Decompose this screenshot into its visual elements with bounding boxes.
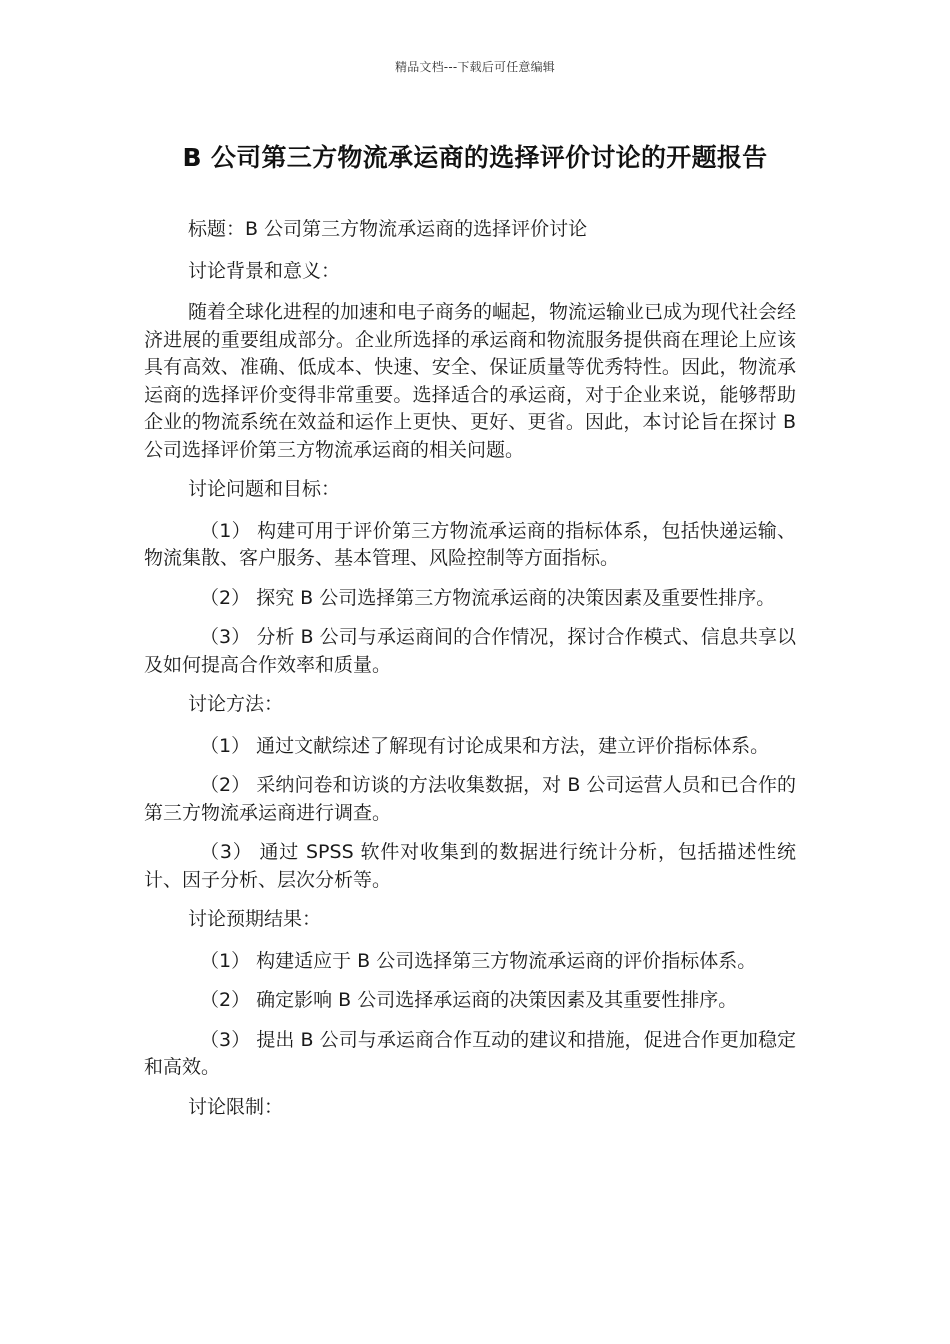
document-title: B 公司第三方物流承运商的选择评价讨论的开题报告	[182, 143, 768, 172]
section-heading: 讨论预期结果：	[188, 908, 322, 930]
body-paragraph: 随着全球化进程的加速和电子商务的崛起，物流运输业已成为现代社会经济进展的重要组成部分。企业所选择的承运商和物流服务提供商在理论上应该具有高效、准确、低成本、快速、安全、保证质量等优秀特性。因此，物流承运商的选择评价变得非常重要。选择适合的承运商，对于企业来说，能够帮助企业的物流系统在效益和运作上更快、更好、更省。因此，本讨论旨在探讨 B 公司选择评价第三方物流承运商的相关问题。	[144, 301, 797, 461]
list-item: （3） 提出 B 公司与承运商合作互动的建议和措施，促进合作更加稳定和高效。	[144, 1028, 796, 1078]
section-heading: 标题：B 公司第三方物流承运商的选择评价讨论	[188, 218, 588, 240]
list-item: （2） 探究 B 公司选择第三方物流承运商的决策因素及重要性排序。	[200, 586, 776, 609]
list-item: （2） 确定影响 B 公司选择承运商的决策因素及其重要性排序。	[200, 989, 738, 1011]
header-note: 精品文档---下载后可任意编辑	[395, 60, 555, 74]
section-heading: 讨论方法：	[188, 693, 284, 715]
list-item: （1） 通过文献综述了解现有讨论成果和方法，建立评价指标体系。	[200, 734, 770, 757]
list-item: （2） 采纳问卷和访谈的方法收集数据，对 B 公司运营人员和已合作的第三方物流承运商进行调查。	[144, 774, 796, 824]
section-heading: 讨论问题和目标：	[188, 478, 341, 500]
list-item: （1） 构建适应于 B 公司选择第三方物流承运商的评价指标体系。	[200, 949, 757, 972]
list-item: （1） 构建可用于评价第三方物流承运商的指标体系，包括快递运输、物流集散、客户服务、基本管理、风险控制等方面指标。	[144, 519, 796, 569]
section-heading: 讨论背景和意义：	[188, 259, 341, 282]
document-body	[144, 216, 796, 1135]
list-item: （3） 通过 SPSS 软件对收集到的数据进行统计分析，包括描述性统计、因子分析、层次分析等。	[144, 841, 796, 891]
section-heading: 讨论限制：	[188, 1095, 284, 1118]
list-item: （3） 分析 B 公司与承运商间的合作情况，探讨合作模式、信息共享以及如何提高合作效率和质量。	[144, 626, 796, 676]
